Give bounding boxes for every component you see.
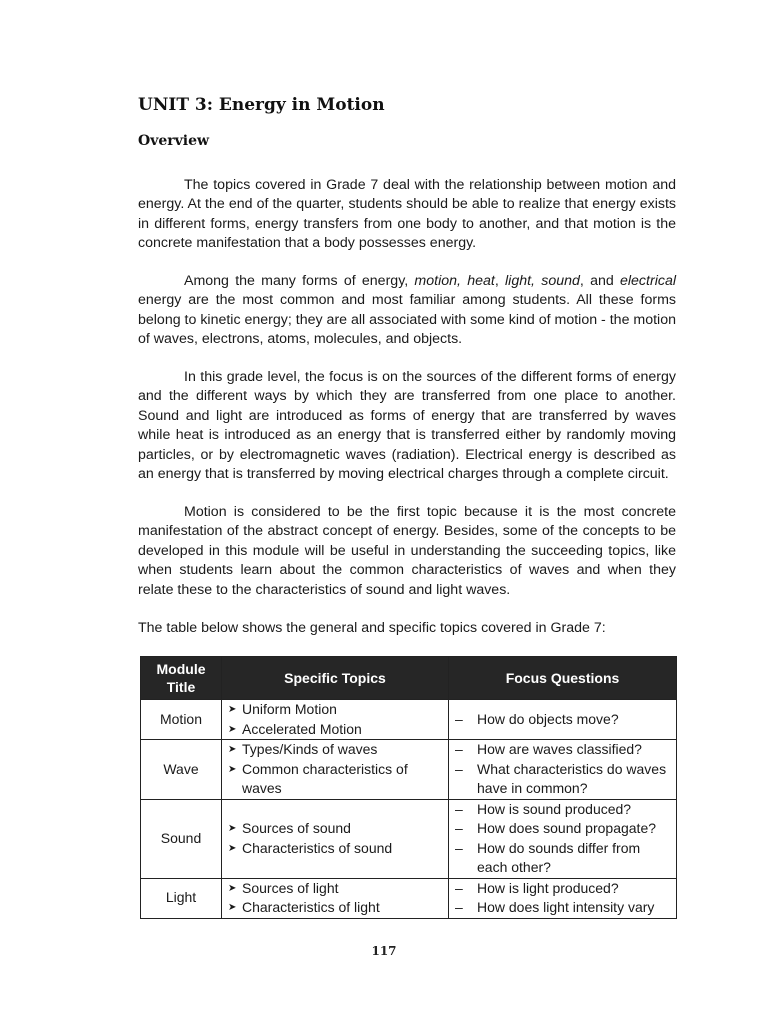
arrow-bullet-icon: ➤ bbox=[228, 882, 237, 894]
question-item bbox=[455, 800, 670, 819]
table-header-row bbox=[141, 657, 677, 700]
arrow-bullet-icon: ➤ bbox=[228, 763, 237, 775]
specific-topics-cell bbox=[222, 800, 449, 879]
paragraph-text: , bbox=[494, 273, 506, 289]
italic-term: light, sound bbox=[505, 273, 580, 289]
unit-title: UNIT 3: Energy in Motion bbox=[138, 95, 385, 115]
question-text: How do objects move? bbox=[477, 710, 619, 727]
paragraph-text: In this grade level, the focus is on the sources of the different forms of energy and the different ways by which they are transferred from one place to another. Sound and light are introduced as forms of energy that are transferred by waves while heat is introduced as an energy that is transferred either by randomly moving particles, or by electromagnetic waves (radiation). Electrical energy is described as an energy that is transferred by moving electrical charges through a complete circuit. bbox=[138, 369, 676, 483]
module-title-cell: Light bbox=[141, 878, 222, 918]
question-item bbox=[455, 819, 670, 838]
module-title-cell: Sound bbox=[141, 800, 222, 879]
table-row bbox=[141, 700, 677, 740]
topic-item bbox=[228, 898, 442, 917]
question-text: How does light intensity vary bbox=[477, 899, 655, 916]
overview-heading: Overview bbox=[138, 133, 210, 149]
question-item bbox=[455, 879, 670, 898]
specific-topics-cell bbox=[222, 700, 449, 740]
dash-bullet-icon: – bbox=[455, 710, 463, 727]
module-title-cell: Motion bbox=[141, 700, 222, 740]
paragraph-text: Among the many forms of energy, bbox=[184, 273, 415, 289]
topic-text: Common characteristics of waves bbox=[242, 760, 408, 797]
header-specific-topics: Specific Topics bbox=[222, 657, 449, 700]
topic-text: Uniform Motion bbox=[242, 701, 337, 718]
question-item bbox=[455, 839, 670, 878]
topic-text: Types/Kinds of waves bbox=[242, 741, 378, 758]
paragraph-focus bbox=[138, 368, 676, 484]
dash-bullet-icon: – bbox=[455, 839, 463, 856]
dash-bullet-icon: – bbox=[455, 820, 463, 837]
question-text: How do sounds differ from each other? bbox=[477, 839, 641, 876]
arrow-bullet-icon: ➤ bbox=[228, 744, 237, 756]
paragraph-motion-first bbox=[138, 503, 676, 600]
paragraph-text: energy are the most common and most familiar among students. All these forms belong to kinetic energy; they are all associated with some kind of motion - the motion of waves, electrons, atoms, molecules, and objects. bbox=[138, 292, 676, 348]
paragraph-text: , and bbox=[579, 273, 620, 289]
dash-bullet-icon: – bbox=[455, 899, 463, 916]
topic-item bbox=[228, 720, 442, 739]
topic-item bbox=[228, 760, 442, 799]
topic-text: Characteristics of sound bbox=[242, 839, 393, 856]
arrow-bullet-icon: ➤ bbox=[228, 823, 237, 835]
dash-bullet-icon: – bbox=[455, 741, 463, 758]
specific-topics-cell bbox=[222, 878, 449, 918]
question-text: How does sound propagate? bbox=[477, 820, 657, 837]
focus-questions-cell bbox=[449, 700, 677, 740]
question-text: How is sound produced? bbox=[477, 801, 632, 817]
topic-item bbox=[228, 819, 442, 838]
topic-text: Characteristics of light bbox=[242, 899, 380, 916]
header-module-title: Module Title bbox=[141, 657, 222, 700]
topic-item bbox=[228, 740, 442, 759]
italic-term: motion, heat bbox=[414, 273, 495, 289]
arrow-bullet-icon: ➤ bbox=[228, 842, 237, 854]
page-number: 117 bbox=[371, 944, 397, 958]
topic-item bbox=[228, 700, 442, 719]
paragraph-text: Motion is considered to be the first topic because it is the most concrete manifestation of the abstract concept of energy. Besides, some of the concepts to be developed in this module will be useful in understanding the succeeding topics, like when students learn about the common characteristics of waves and when they relate these to the characteristics of sound and light waves. bbox=[138, 504, 676, 598]
question-item bbox=[455, 760, 670, 799]
question-text: How is light produced? bbox=[477, 879, 619, 896]
table-body bbox=[141, 700, 677, 919]
header-focus-questions: Focus Questions bbox=[449, 657, 677, 700]
table-row bbox=[141, 800, 677, 879]
table-row bbox=[141, 740, 677, 800]
arrow-bullet-icon: ➤ bbox=[228, 704, 237, 716]
question-item bbox=[455, 898, 670, 917]
topics-table bbox=[140, 656, 677, 919]
arrow-bullet-icon: ➤ bbox=[228, 902, 237, 914]
paragraph-forms-of-energy bbox=[138, 272, 676, 350]
paragraph-table-intro: The table below shows the general and specific topics covered in Grade 7: bbox=[138, 620, 606, 636]
question-text: How are waves classified? bbox=[477, 741, 642, 758]
dash-bullet-icon: – bbox=[455, 879, 463, 896]
dash-bullet-icon: – bbox=[455, 801, 463, 817]
italic-term: electrical bbox=[620, 273, 676, 289]
module-title-cell: Wave bbox=[141, 740, 222, 800]
topic-item bbox=[228, 879, 442, 898]
specific-topics-cell bbox=[222, 740, 449, 800]
question-text: What characteristics do waves have in common? bbox=[477, 760, 667, 797]
focus-questions-cell bbox=[449, 800, 677, 879]
focus-questions-cell bbox=[449, 740, 677, 800]
focus-questions-cell bbox=[449, 878, 677, 918]
paragraph-text: The topics covered in Grade 7 deal with the relationship between motion and energy. At the end of the quarter, students should be able to realize that energy exists in different forms, energy transfers from one body to another, and that motion is the concrete manifestation that a body possesses energy. bbox=[138, 177, 676, 252]
topic-text: Sources of light bbox=[242, 879, 339, 896]
topic-item bbox=[228, 839, 442, 858]
topic-text: Sources of sound bbox=[242, 820, 351, 837]
arrow-bullet-icon: ➤ bbox=[228, 723, 237, 735]
dash-bullet-icon: – bbox=[455, 760, 463, 777]
paragraph-intro bbox=[138, 176, 676, 254]
topic-text: Accelerated Motion bbox=[242, 720, 362, 737]
table-row bbox=[141, 878, 677, 918]
question-item bbox=[455, 740, 670, 759]
question-item bbox=[455, 710, 670, 729]
